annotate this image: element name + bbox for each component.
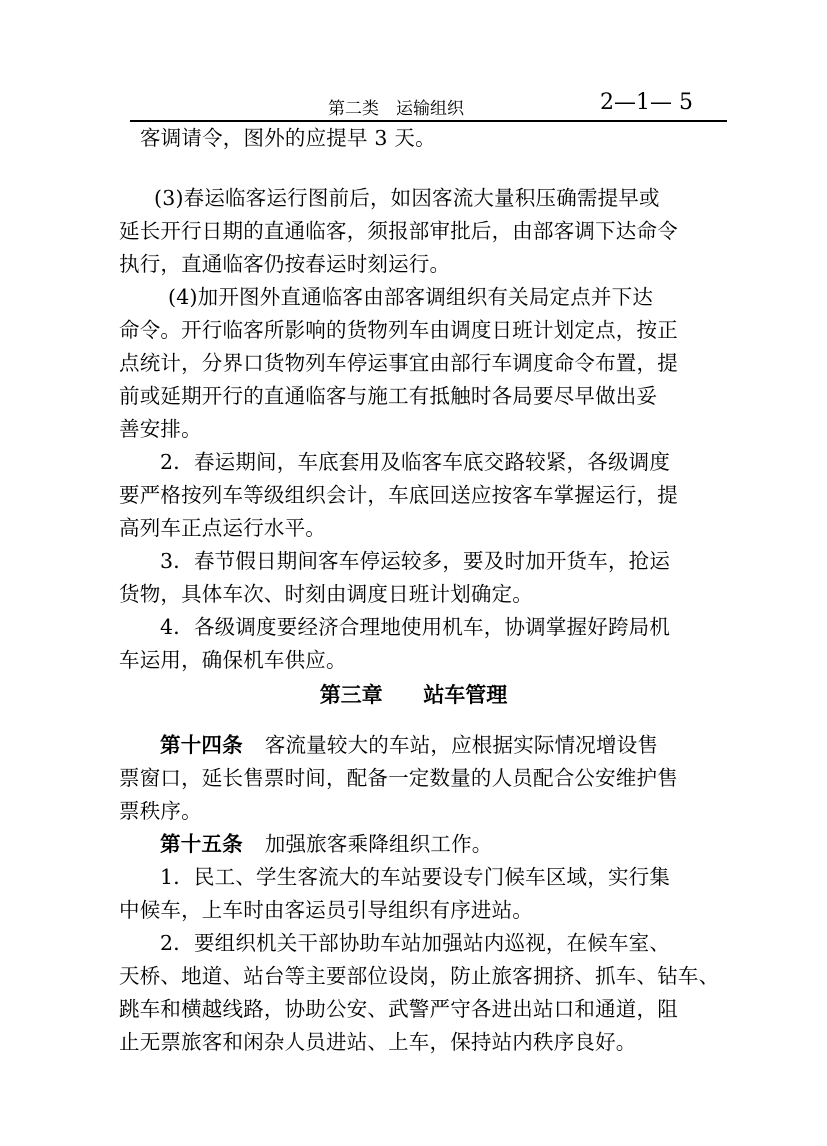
- chapter-number: 第三章: [319, 682, 383, 707]
- text-line: 4．各级调度要经济合理地使用机车，协调掌握好跨局机: [160, 615, 671, 639]
- text-line: 止无票旅客和闲杂人员进站、上车，保持站内秩序良好。: [119, 1030, 637, 1054]
- text-line: 1．民工、学生客流大的车站要设专门候车区域，实行集: [160, 865, 671, 889]
- text-line: 要严格按列车等级组织会计，车底回送应按客车掌握运行，提: [119, 483, 678, 507]
- text-line: 票窗口，延长售票时间，配备一定数量的人员配合公安维护售: [119, 766, 678, 790]
- text-line: (4)加开图外直通临客由部客调组织有关局定点并下达: [168, 285, 654, 309]
- text-line: 跳车和横越线路，协助公安、武警严守各进出站口和通道，阻: [119, 997, 678, 1021]
- text-line: 命令。开行临客所影响的货物列车由调度日班计划定点，按正: [119, 318, 678, 342]
- text-line: 前或延期开行的直通临客与施工有抵触时各局要尽早做出妥: [119, 384, 658, 408]
- text-line: 高列车正点运行水平。: [119, 516, 326, 540]
- article-14-first-line: [160, 735, 658, 756]
- article-15-first-line: [160, 834, 493, 855]
- header-section-title: 第二类 运输组织: [328, 99, 464, 119]
- chapter-heading: [0, 679, 827, 709]
- header-page-number: 2—1— 5: [600, 90, 693, 115]
- text-line: 3．春节假日期间客车停运较多，要及时加开货车，抢运: [160, 549, 671, 573]
- text-span: 客流量较大的车站，应根据实际情况增设售: [264, 733, 659, 757]
- text-span: 加强旅客乘降组织工作。: [264, 832, 493, 856]
- text-line: 客调请令，图外的应提早 3 天。: [140, 126, 436, 150]
- chapter-title: 站车管理: [423, 682, 508, 707]
- page-header: [130, 88, 727, 122]
- text-line: (3)春运临客运行图前后，如因客流大量积压确需提早或: [154, 186, 660, 210]
- article-14-label: 第十四条: [160, 733, 243, 757]
- text-line: 车运用，确保机车供应。: [119, 648, 347, 672]
- text-line: 货物，具体车次、时刻由调度日班计划确定。: [119, 582, 533, 606]
- text-line: 天桥、地道、站台等主要部位设岗，防止旅客拥挤、抓车、钻车、: [119, 964, 720, 988]
- text-line: 点统计，分界口货物列车停运事宜由部行车调度命令布置，提: [119, 351, 678, 375]
- text-line: 票秩序。: [119, 799, 202, 823]
- text-line: 善安排。: [119, 417, 202, 441]
- text-line: 中候车，上车时由客运员引导组织有序进站。: [119, 898, 533, 922]
- article-15-label: 第十五条: [160, 832, 243, 856]
- text-line: 执行，直通临客仍按春运时刻运行。: [119, 252, 451, 276]
- text-line: 延长开行日期的直通临客，须报部审批后，由部客调下达命令: [119, 219, 678, 243]
- text-line: 2．要组织机关干部协助车站加强站内巡视，在候车室、: [160, 931, 671, 955]
- text-line: 2．春运期间，车底套用及临客车底交路较紧，各级调度: [160, 450, 671, 474]
